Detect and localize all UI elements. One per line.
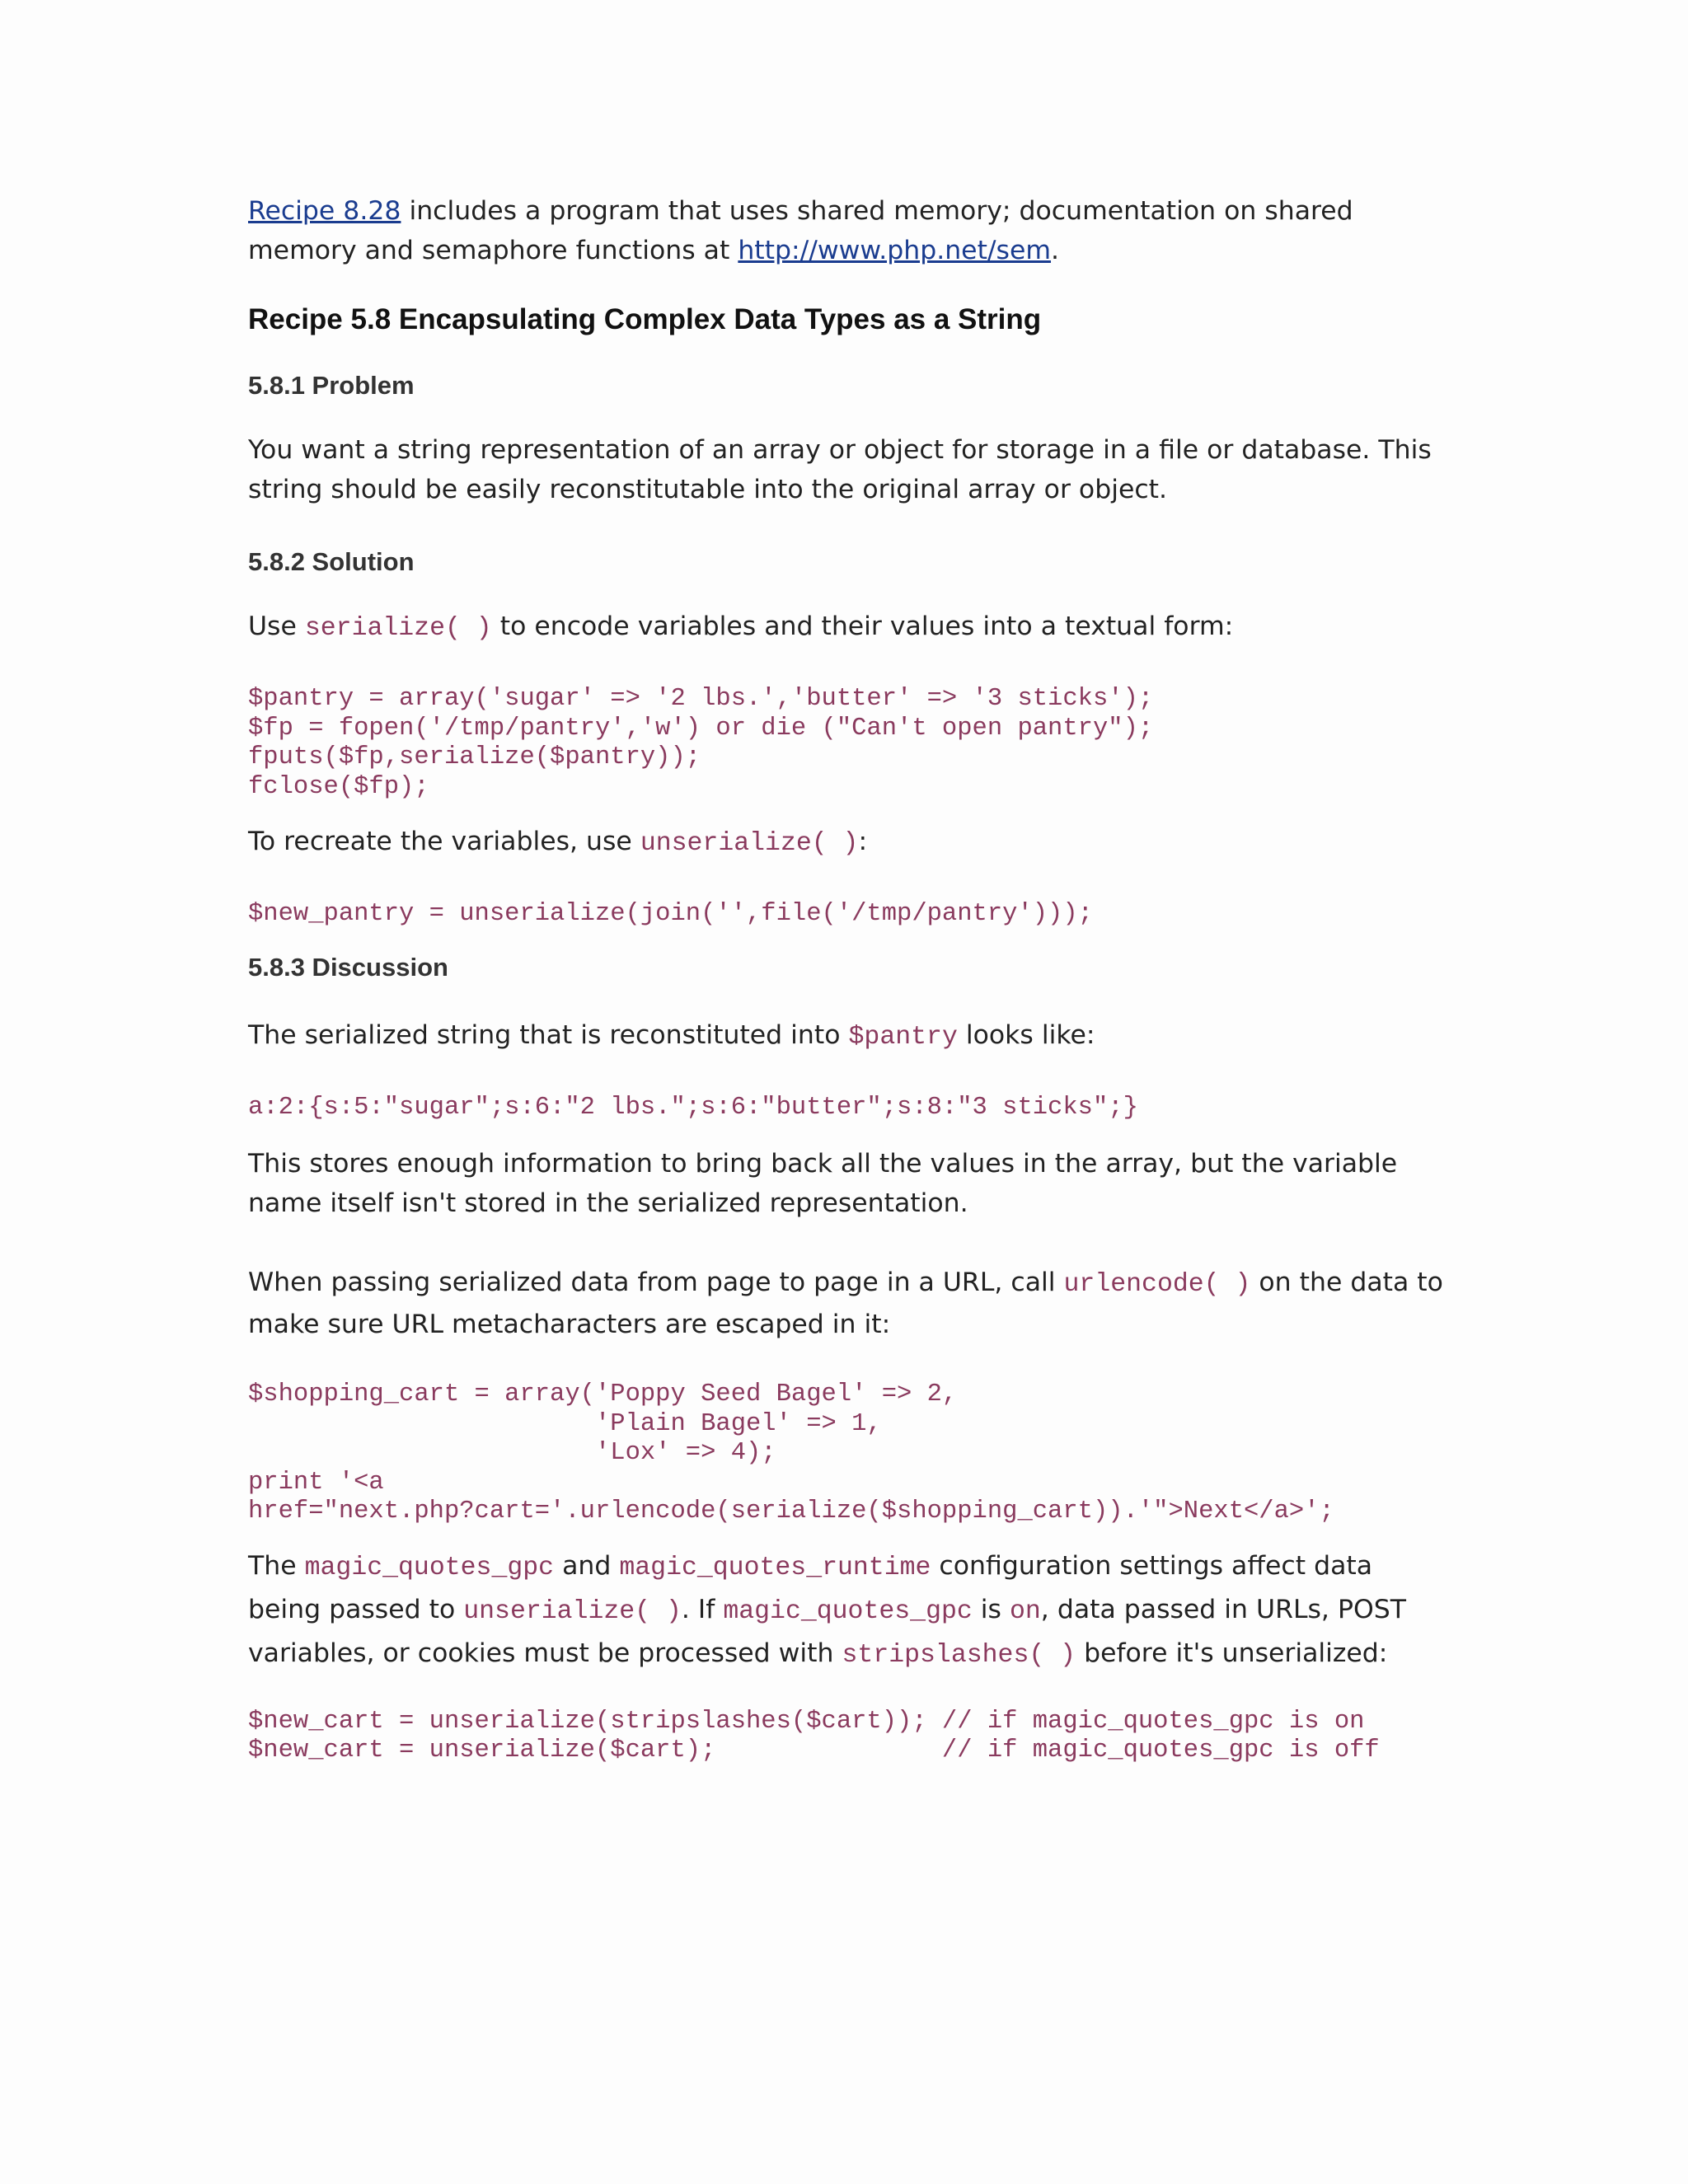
code-line: fputs($fp,serialize($pantry));: [248, 743, 701, 771]
discussion-p4-t6: , data passed in URLs, POST variables, or cookies must be processed with: [248, 1594, 1406, 1668]
code-line: print '<a: [248, 1468, 384, 1497]
discussion-p4-t1: The: [248, 1550, 305, 1581]
discussion-paragraph-3: [248, 1263, 1451, 1344]
on-code: on: [1009, 1596, 1041, 1626]
code-line: $pantry = array('sugar' => '2 lbs.','butter' => '3 sticks');: [248, 685, 1154, 713]
solution-paragraph-2: [248, 822, 1451, 864]
code-line: href="next.php?cart='.urlencode(serialize($shopping_cart)).'">Next</a>';: [248, 1497, 1334, 1526]
code-line: a:2:{s:5:"sugar";s:6:"2 lbs.";s:6:"butter";s:8:"3 sticks";}: [248, 1093, 1138, 1122]
discussion-p1-text-b: looks like:: [957, 1019, 1095, 1050]
magic-quotes-gpc-code: magic_quotes_gpc: [723, 1596, 973, 1626]
php-sem-link[interactable]: http://www.php.net/sem: [738, 236, 1052, 265]
magic-quotes-gpc-code: magic_quotes_gpc: [304, 1553, 555, 1582]
solution-heading: 5.8.2 Solution: [248, 547, 415, 576]
pantry-code: $pantry: [848, 1022, 958, 1052]
document-page: [248, 191, 1451, 1766]
code-block-serialize: [248, 685, 1451, 802]
intro-text-1: includes a program that uses shared memory; documentation on shared memory and semaphore functions at: [248, 196, 1353, 265]
solution-p2-text-b: :: [858, 827, 868, 856]
discussion-paragraph-4: [248, 1545, 1451, 1676]
code-line: $new_cart = unserialize($cart); // if magic_quotes_gpc is off: [248, 1736, 1380, 1765]
discussion-paragraph-2: This stores enough information to bring back all the values in the array, but the variable name itself isn't stored in the serialized representation.: [248, 1149, 1398, 1218]
serialize-code: serialize( ): [304, 614, 492, 643]
unserialize-code: unserialize( ): [640, 829, 859, 858]
discussion-p4-t4: . If: [681, 1594, 724, 1624]
unserialize-code: unserialize( ): [463, 1596, 682, 1626]
solution-paragraph-1: [248, 607, 1451, 649]
code-line: $shopping_cart = array('Poppy Seed Bagel' => 2,: [248, 1380, 958, 1408]
solution-p1-text-b: to encode variables and their values into a textual form:: [491, 612, 1234, 641]
intro-text-2: .: [1051, 236, 1060, 265]
code-line: fclose($fp);: [248, 772, 429, 801]
discussion-p4-t2: and: [554, 1550, 620, 1581]
code-block-unserialize: [248, 900, 1451, 930]
code-line: 'Lox' => 4);: [248, 1439, 776, 1467]
recipe-title: Recipe 5.8 Encapsulating Complex Data Types as a String: [248, 303, 1042, 335]
discussion-heading: 5.8.3 Discussion: [248, 952, 448, 982]
code-line: 'Plain Bagel' => 1,: [248, 1409, 882, 1438]
code-block-stripslashes: [248, 1708, 1451, 1766]
code-line: $new_cart = unserialize(stripslashes($cart)); // if magic_quotes_gpc is on: [248, 1707, 1365, 1736]
magic-quotes-runtime-code: magic_quotes_runtime: [619, 1553, 931, 1582]
discussion-paragraph-1: [248, 1015, 1451, 1057]
urlencode-code: urlencode( ): [1063, 1270, 1251, 1299]
discussion-p1-text-a: The serialized string that is reconstituted into: [248, 1019, 849, 1050]
code-block-shopping-cart: [248, 1380, 1451, 1527]
code-line: $new_pantry = unserialize(join('',file('/tmp/pantry')));: [248, 900, 1093, 928]
intro-paragraph: [248, 191, 1451, 270]
discussion-p3-text-a: When passing serialized data from page to page in a URL, call: [248, 1268, 1064, 1297]
recipe-8-28-link[interactable]: Recipe 8.28: [248, 196, 401, 226]
discussion-p4-t5: is: [972, 1594, 1010, 1624]
solution-p2-text-a: To recreate the variables, use: [248, 827, 640, 856]
problem-text: You want a string representation of an array or object for storage in a file or database. This string should be easily reconstitutable into the original array or object.: [248, 435, 1432, 504]
stripslashes-code: stripslashes( ): [842, 1640, 1076, 1670]
code-block-serialized-string: [248, 1094, 1451, 1123]
problem-heading: 5.8.1 Problem: [248, 371, 415, 400]
discussion-p4-t3: configuration settings affect data being passed to: [248, 1550, 1373, 1624]
solution-p1-text-a: Use: [248, 612, 305, 641]
code-line: $fp = fopen('/tmp/pantry','w') or die ("Can't open pantry");: [248, 714, 1154, 743]
discussion-p4-t7: before it's unserialized:: [1076, 1638, 1388, 1668]
discussion-p3-text-b: on the data to make sure URL metacharacters are escaped in it:: [248, 1268, 1443, 1339]
